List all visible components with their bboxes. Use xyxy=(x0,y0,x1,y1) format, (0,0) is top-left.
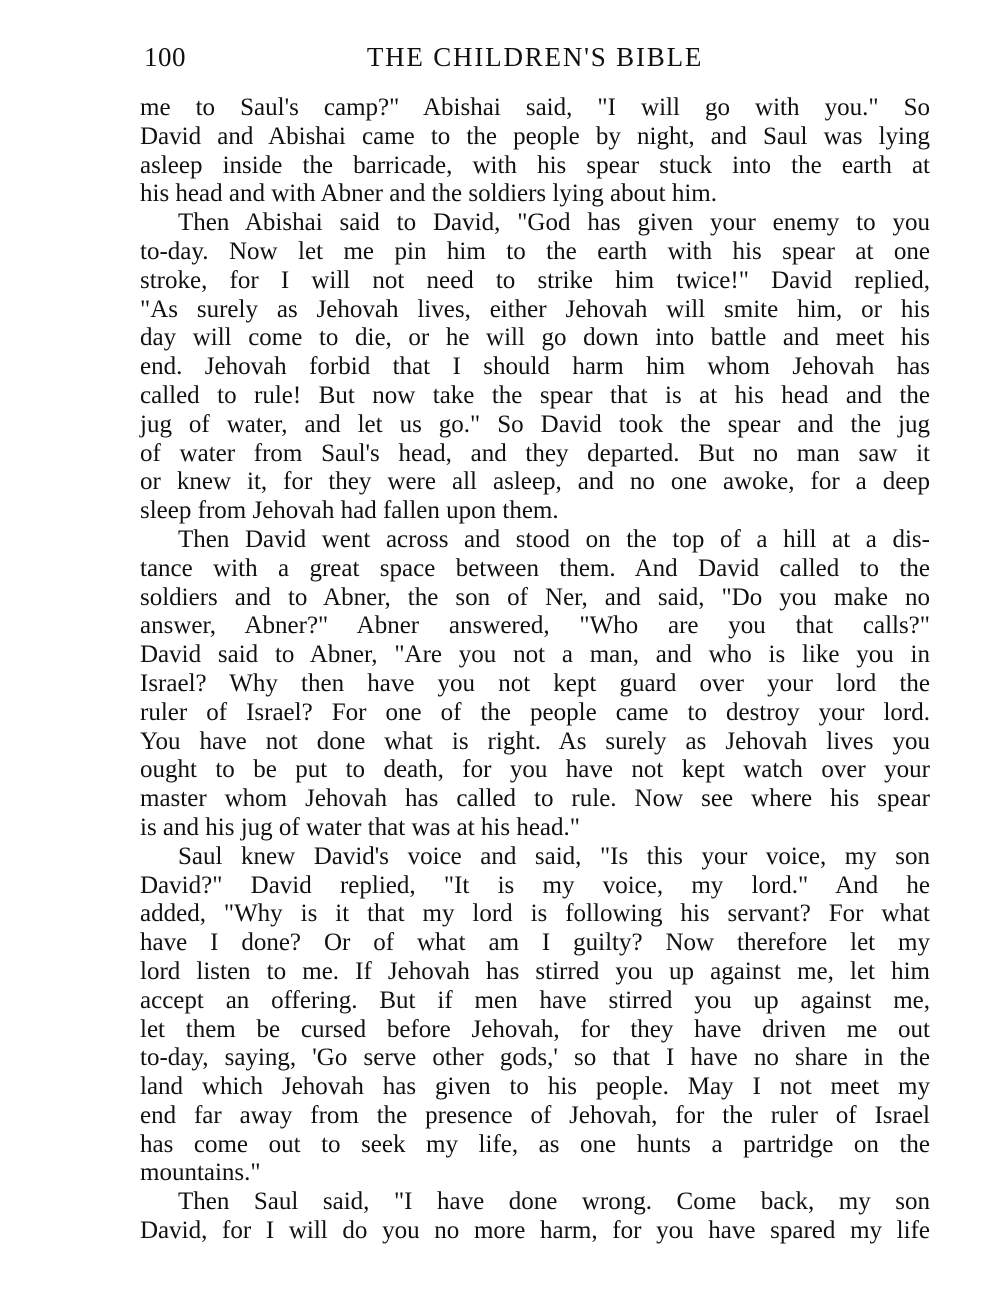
paragraph-first-line: Then David went across and stood on the top of a hill at a dis- xyxy=(178,525,930,553)
text-line: ruler of Israel? For one of the people came to destroy your lord. xyxy=(140,698,930,726)
paragraph-first-line: Then Saul said, "I have done wrong. Come back, my son xyxy=(178,1188,930,1216)
text-line: David?" David replied, "It is my voice, my lord." And he xyxy=(140,871,930,899)
text-line: "As surely as Jehovah lives, either Jehovah will smite him, or his xyxy=(140,295,930,323)
text-line: have I done? Or of what am I guilty? Now therefore let my xyxy=(140,929,930,957)
text-line: David and Abishai came to the people by night, and Saul was lying xyxy=(140,122,930,150)
text-line: to-day. Now let me pin him to the earth with his spear at one xyxy=(140,237,930,265)
text-line: stroke, for I will not need to strike him twice!" David replied, xyxy=(140,266,930,294)
text-line: master whom Jehovah has called to rule. Now see where his spear xyxy=(140,785,930,813)
text-line: mountains." xyxy=(140,1159,261,1187)
text-line: his head and with Abner and the soldiers lying about him. xyxy=(140,180,717,208)
text-line: sleep from Jehovah had fallen upon them. xyxy=(140,497,559,525)
text-line: or knew it, for they were all asleep, and no one awoke, for a deep xyxy=(140,468,930,496)
text-line: asleep inside the barricade, with his spear stuck into the earth at xyxy=(140,151,930,179)
text-line: added, "Why is it that my lord is following his servant? For what xyxy=(140,900,930,928)
text-line: to-day, saying, 'Go serve other gods,' so that I have no share in the xyxy=(140,1044,930,1072)
text-line: let them be cursed before Jehovah, for they have driven me out xyxy=(140,1015,930,1043)
text-line: tance with a great space between them. And David called to the xyxy=(140,554,930,582)
text-line: ought to be put to death, for you have not kept watch over your xyxy=(140,756,930,784)
running-title: THE CHILDREN'S BIBLE xyxy=(366,42,704,72)
text-line: answer, Abner?" Abner answered, "Who are you that calls?" xyxy=(140,612,930,640)
body-text xyxy=(140,94,930,1246)
text-line: You have not done what is right. As surely as Jehovah lives you xyxy=(140,727,930,755)
text-line: day will come to die, or he will go down into battle and meet his xyxy=(140,324,930,352)
text-line: has come out to seek my life, as one hunts a partridge on the xyxy=(140,1130,930,1158)
running-head xyxy=(140,40,930,74)
text-line: end. Jehovah forbid that I should harm him whom Jehovah has xyxy=(140,353,930,381)
text-line: land which Jehovah has given to his people. May I not meet my xyxy=(140,1073,930,1101)
page-number: 100 xyxy=(144,42,186,72)
paragraph-first-line: Then Abishai said to David, "God has given your enemy to you xyxy=(178,209,930,237)
text-line: is and his jug of water that was at his head." xyxy=(140,813,580,841)
text-line: Israel? Why then have you not kept guard over your lord the xyxy=(140,669,930,697)
text-line: lord listen to me. If Jehovah has stirred you up against me, let him xyxy=(140,957,930,985)
text-line: soldiers and to Abner, the son of Ner, and said, "Do you make no xyxy=(140,583,930,611)
text-line: accept an offering. But if men have stirred you up against me, xyxy=(140,986,930,1014)
paragraph-first-line: Saul knew David's voice and said, "Is this your voice, my son xyxy=(178,842,930,870)
text-line: called to rule! But now take the spear that is at his head and the xyxy=(140,381,930,409)
text-line: David, for I will do you no more harm, for you have spared my life xyxy=(140,1217,930,1245)
text-line: me to Saul's camp?" Abishai said, "I will go with you." So xyxy=(140,94,930,121)
text-line: David said to Abner, "Are you not a man, and who is like you in xyxy=(140,641,930,669)
text-line: of water from Saul's head, and they departed. But no man saw it xyxy=(140,439,930,467)
text-line: end far away from the presence of Jehovah, for the ruler of Israel xyxy=(140,1101,930,1129)
text-line: jug of water, and let us go." So David took the spear and the jug xyxy=(140,410,930,438)
